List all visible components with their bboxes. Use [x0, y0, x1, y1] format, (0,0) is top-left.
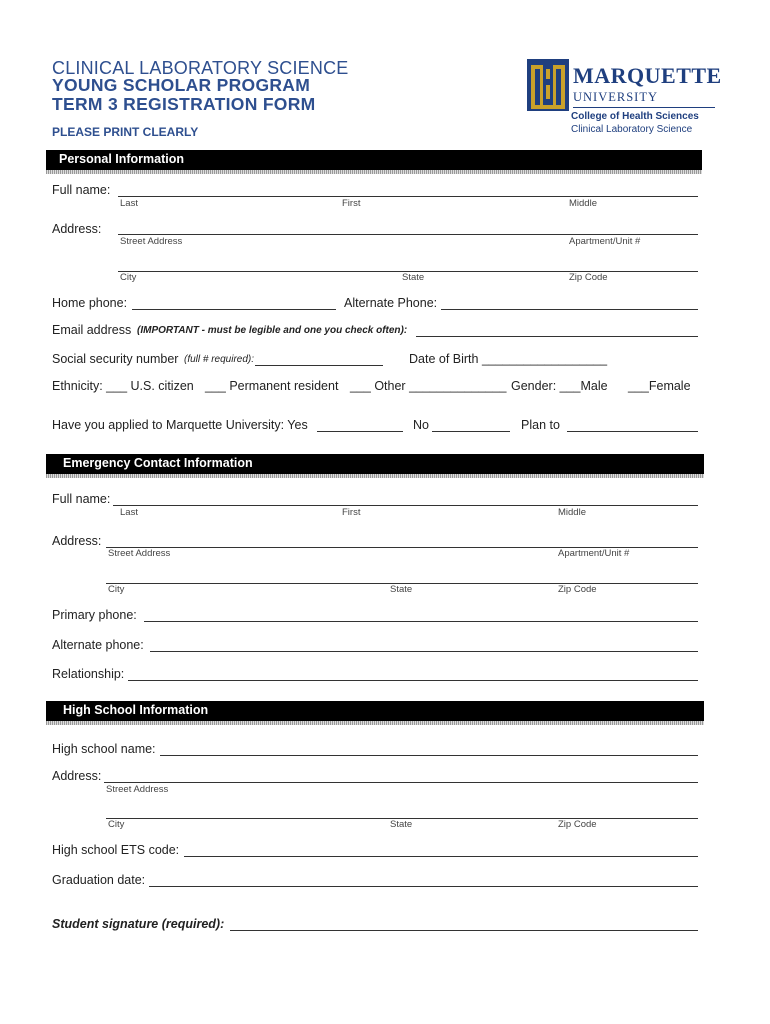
logo-dept: Clinical Laboratory Science [571, 124, 693, 135]
ssn-field[interactable] [255, 365, 383, 366]
dob-label[interactable]: Date of Birth __________________ [409, 352, 608, 366]
hs-grad-label: Graduation date: [52, 873, 146, 887]
title-line-1: CLINICAL LABORATORY SCIENCE [52, 58, 349, 78]
ec-primary-field[interactable] [144, 621, 698, 622]
ethnicity-citizen[interactable]: Ethnicity: ___ U.S. citizen [52, 379, 194, 393]
sub-label-middle: Middle [569, 198, 597, 209]
tower-icon [527, 59, 569, 111]
hs-name-label: High school name: [52, 742, 156, 756]
section-school-header [46, 701, 704, 721]
home-phone-field[interactable] [132, 309, 336, 310]
ec-address-label: Address: [52, 534, 102, 548]
hs-sub-zip: Zip Code [558, 819, 597, 830]
hs-sub-city: City [108, 819, 125, 830]
ethnicity-other[interactable]: ___ Other ______________ [350, 379, 507, 393]
section-emergency-title: Emergency Contact Information [63, 456, 253, 470]
print-clearly-note: PLEASE PRINT CLEARLY [52, 125, 199, 139]
title-line-3: TERM 3 REGISTRATION FORM [52, 94, 316, 114]
hs-ets-field[interactable] [184, 856, 698, 857]
applied-yes-field[interactable] [317, 431, 403, 432]
hs-address-label: Address: [52, 769, 102, 783]
section-personal-title: Personal Information [59, 152, 185, 166]
logo-name: MARQUETTE [573, 63, 722, 88]
signature-label: Student signature (required): [52, 917, 225, 931]
sub-label-first: First [342, 198, 361, 209]
ec-sub-last: Last [120, 507, 138, 518]
sub-label-street: Street Address [120, 236, 183, 247]
ec-sub-zip: Zip Code [558, 584, 597, 595]
ec-sub-first: First [342, 507, 361, 518]
sub-label-last: Last [120, 198, 138, 209]
logo-university: UNIVERSITY [573, 90, 658, 104]
ssn-label: Social security number [52, 352, 179, 366]
sub-label-city: City [120, 272, 137, 283]
address-label: Address: [52, 222, 102, 236]
ec-full-name-field[interactable] [113, 505, 698, 506]
applied-plan-label: Plan to [521, 418, 560, 432]
hs-name-field[interactable] [160, 755, 698, 756]
ec-sub-city: City [108, 584, 125, 595]
ec-sub-middle: Middle [558, 507, 586, 518]
section-emergency-header [46, 454, 704, 474]
email-note: (IMPORTANT - must be legible and one you check often): [137, 325, 408, 336]
section-school-title: High School Information [63, 703, 209, 717]
ssn-note: (full # required): [184, 354, 255, 365]
marquette-logo [527, 59, 722, 139]
hs-grad-field[interactable] [149, 886, 698, 887]
full-name-field[interactable] [118, 196, 698, 197]
hs-sub-street: Street Address [106, 784, 169, 795]
section-personal-header [46, 150, 702, 170]
ec-relationship-field[interactable] [128, 680, 698, 681]
title-line-2: YOUNG SCHOLAR PROGRAM [52, 75, 311, 95]
sub-label-apt: Apartment/Unit # [569, 236, 641, 247]
applied-no-field[interactable] [432, 431, 510, 432]
home-phone-label: Home phone: [52, 296, 128, 310]
applied-no-label: No [413, 418, 429, 432]
ec-alternate-label: Alternate phone: [52, 638, 144, 652]
ec-sub-state: State [390, 584, 413, 595]
sub-label-state: State [402, 272, 425, 283]
ec-sub-street: Street Address [108, 548, 171, 559]
email-label: Email address [52, 323, 132, 337]
ec-relationship-label: Relationship: [52, 667, 125, 681]
applied-label: Have you applied to Marquette University: Yes [52, 418, 308, 432]
alt-phone-label: Alternate Phone: [344, 296, 438, 310]
ec-alternate-field[interactable] [150, 651, 698, 652]
ethnicity-permanent[interactable]: ___ Permanent resident [205, 379, 339, 393]
ec-sub-apt: Apartment/Unit # [558, 548, 630, 559]
ec-full-name-label: Full name: [52, 492, 111, 506]
signature-field[interactable] [230, 930, 698, 931]
gender-female[interactable]: ___Female [628, 379, 691, 393]
sub-label-zip: Zip Code [569, 272, 608, 283]
ec-primary-label: Primary phone: [52, 608, 137, 622]
alt-phone-field[interactable] [441, 309, 698, 310]
hs-street-field[interactable] [104, 782, 698, 783]
logo-college: College of Health Sciences [571, 111, 699, 122]
gender-male[interactable]: Gender: ___Male [511, 379, 608, 393]
street-address-field[interactable] [118, 234, 698, 235]
hs-ets-label: High school ETS code: [52, 843, 180, 857]
hs-sub-state: State [390, 819, 413, 830]
full-name-label: Full name: [52, 183, 111, 197]
applied-plan-field[interactable] [567, 431, 698, 432]
email-field[interactable] [416, 336, 698, 337]
